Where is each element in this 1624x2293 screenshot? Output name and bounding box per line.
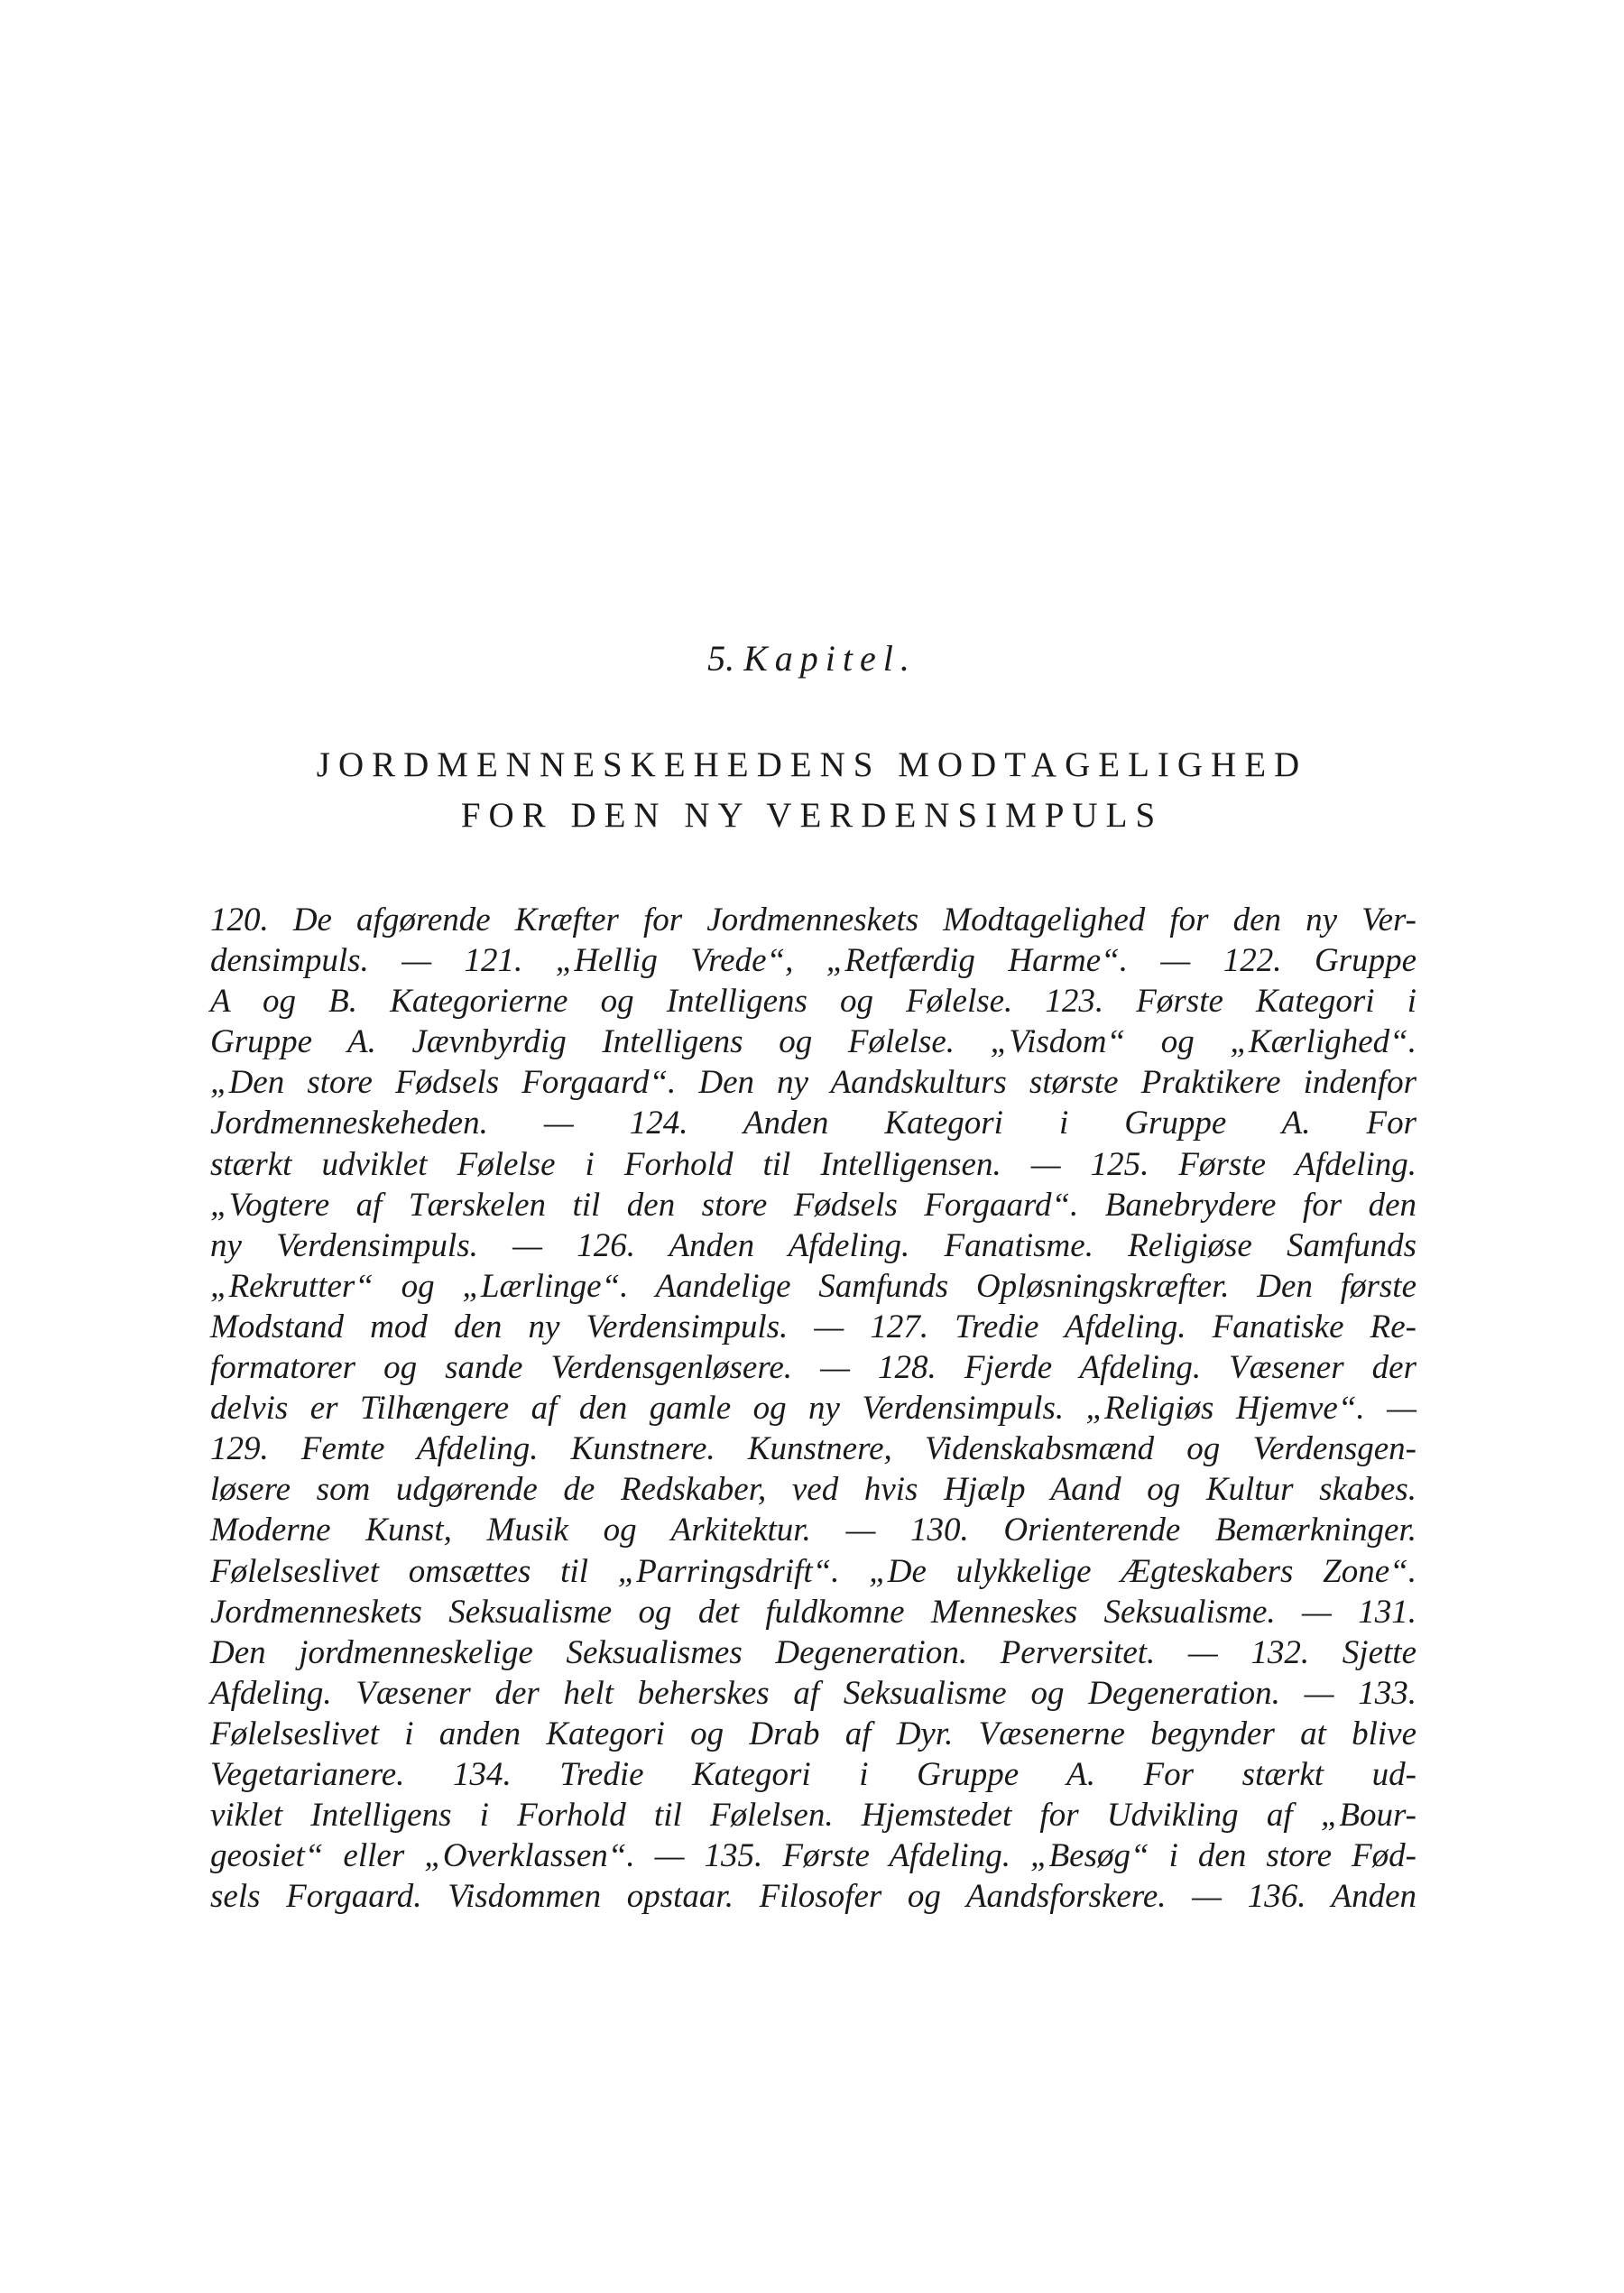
summary-line: formatorer og sande Verdensgenløsere. — 128. Fjerde Afdeling. Væsener der	[210, 1349, 1416, 1387]
summary-line: viklet Intelligens i Forhold til Følelsen. Hjemstedet for Udvikling af „Bour-	[210, 1797, 1416, 1835]
chapter-word: Kapitel.	[743, 638, 917, 679]
summary-line: Moderne Kunst, Musik og Arkitektur. — 130. Orienterende Bemærkninger.	[210, 1512, 1416, 1549]
summary-line: ny Verdensimpuls. — 126. Anden Afdeling. Fanatisme. Religiøse Samfunds	[210, 1226, 1416, 1264]
summary-line: Jordmenneskets Seksualisme og det fuldkomne Menneskes Seksualisme. — 131.	[210, 1593, 1416, 1631]
summary-line: „Rekrutter“ og „Lærlinge“. Aandelige Samfunds Opløsningskræfter. Den første	[210, 1267, 1416, 1305]
summary-line: Vegetarianere. 134. Tredie Kategori i Gruppe A. For stærkt ud-	[210, 1755, 1416, 1793]
summary-line: delvis er Tilhængere af den gamle og ny Verdensimpuls. „Religiøs Hjemve“. —	[210, 1390, 1416, 1428]
summary-line: Følelseslivet i anden Kategori og Drab af Dyr. Væsenerne begynder at blive	[210, 1715, 1416, 1752]
summary-line: Modstand mod den ny Verdensimpuls. — 127. Tredie Afdeling. Fanatiske Re-	[210, 1308, 1416, 1345]
chapter-number: 5.	[707, 638, 735, 679]
summary-line: løsere som udgørende de Redskaber, ved hvis Hjælp Aand og Kultur skabes.	[210, 1471, 1416, 1509]
summary-line: A og B. Kategorierne og Intelligens og Følelse. 123. Første Kategori i	[210, 983, 1416, 1021]
summary-line: Gruppe A. Jævnbyrdig Intelligens og Følelse. „Visdom“ og „Kærlighed“.	[210, 1023, 1416, 1061]
chapter-heading	[0, 632, 1624, 686]
summary-line: „Den store Fødsels Forgaard“. Den ny Aandskulturs største Praktikere indenfor	[210, 1064, 1416, 1102]
summary-line: „Vogtere af Tærskelen til den store Fødsels Forgaard“. Banebrydere for den	[210, 1186, 1416, 1224]
chapter-summary	[210, 900, 1416, 1917]
summary-line: Jordmenneskeheden. — 124. Anden Kategori i Gruppe A. For	[210, 1105, 1416, 1142]
chapter-title	[0, 740, 1624, 841]
summary-line: Den jordmenneskelige Seksualismes Degeneration. Perversitet. — 132. Sjette	[210, 1633, 1416, 1671]
summary-line: densimpuls. — 121. „Hellig Vrede“, „Retfærdig Harme“. — 122. Gruppe	[210, 942, 1416, 980]
summary-line: stærkt udviklet Følelse i Forhold til Intelligensen. — 125. Første Afdeling.	[210, 1145, 1416, 1183]
summary-line: Følelseslivet omsættes til „Parringsdrift“. „De ulykkelige Ægteskabers Zone“.	[210, 1552, 1416, 1590]
summary-line: 129. Femte Afdeling. Kunstnere. Kunstnere, Videnskabsmænd og Verdensgen-	[210, 1430, 1416, 1468]
summary-line: geosiet“ eller „Overklassen“. — 135. Første Afdeling. „Besøg“ i den store Fød-	[210, 1837, 1416, 1875]
summary-line: sels Forgaard. Visdommen opstaar. Filosofer og Aandsforskere. — 136. Anden	[210, 1878, 1416, 1916]
chapter-title-line-2: FOR DEN NY VERDENSIMPULS	[460, 796, 1164, 835]
summary-line: 120. De afgørende Kræfter for Jordmenneskets Modtagelighed for den ny Ver-	[210, 901, 1416, 938]
summary-line: Afdeling. Væsener der helt beherskes af Seksualisme og Degeneration. — 133.	[210, 1674, 1416, 1712]
chapter-title-line-1: JORDMENNESKEHEDENS MODTAGELIGHED	[316, 745, 1308, 784]
